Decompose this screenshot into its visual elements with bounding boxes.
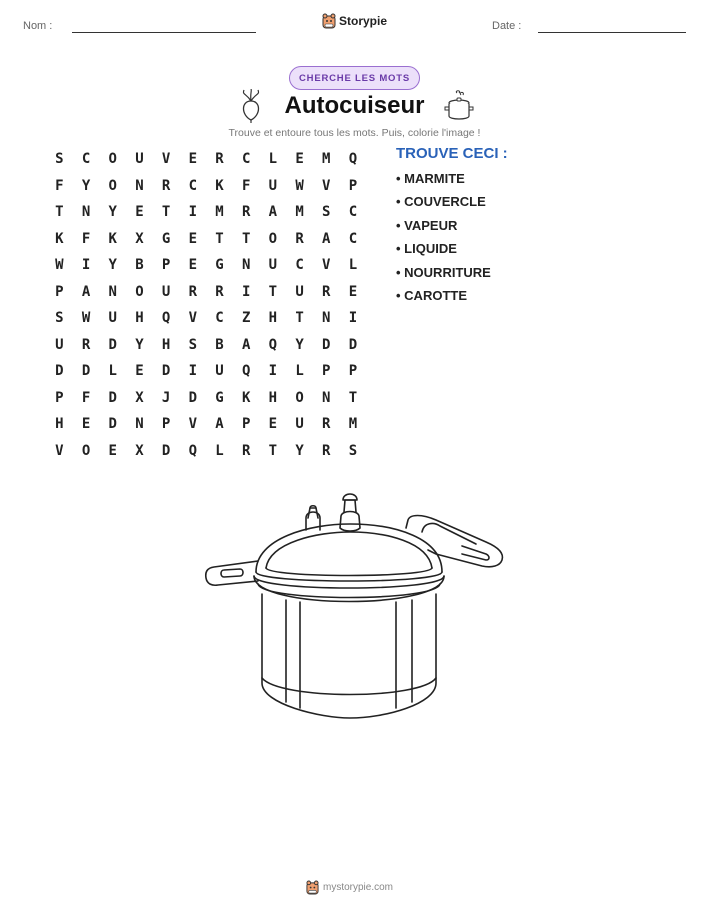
grid-letter[interactable]: B [215, 336, 224, 353]
grid-letter[interactable]: N [241, 257, 251, 274]
grid-letter[interactable]: G [215, 389, 224, 406]
grid-letter[interactable]: R [322, 416, 331, 433]
grid-letter[interactable]: L [348, 257, 358, 274]
grid-letter[interactable]: C [188, 177, 197, 194]
word-list-item: • VAPEUR [396, 217, 458, 233]
grid-letter[interactable]: R [322, 442, 331, 459]
grid-letter[interactable]: V [322, 257, 331, 274]
grid-letter[interactable]: K [241, 389, 251, 406]
grid-letter[interactable]: P [55, 389, 64, 406]
footer-url: mystorypie.com [323, 882, 394, 893]
grid-letter[interactable]: P [348, 363, 358, 380]
grid-letter[interactable]: S [55, 310, 64, 327]
grid-letter[interactable]: Y [135, 336, 144, 353]
grid-row [46, 199, 366, 226]
grid-letter[interactable]: G [215, 257, 224, 274]
grid-letter[interactable]: N [135, 416, 144, 433]
grid-letter[interactable]: E [348, 283, 358, 300]
grid-letter[interactable]: M [215, 204, 224, 221]
grid-letter[interactable]: U [55, 336, 64, 353]
grid-letter[interactable]: O [135, 283, 144, 300]
grid-letter[interactable]: Y [295, 442, 304, 459]
grid-letter[interactable]: D [161, 363, 171, 380]
grid-letter[interactable]: R [81, 336, 91, 353]
word-list-item: • NOURRITURE [396, 264, 491, 280]
grid-row [46, 411, 366, 438]
grid-letter[interactable]: Y [108, 204, 117, 221]
grid-row [46, 332, 366, 359]
grid-letter[interactable]: R [295, 230, 304, 247]
grid-letter[interactable]: D [55, 363, 64, 380]
grid-letter[interactable]: Q [348, 151, 358, 168]
grid-letter[interactable]: I [81, 257, 91, 274]
grid-letter[interactable]: E [135, 204, 144, 221]
grid-letter[interactable]: V [188, 416, 197, 433]
grid-letter[interactable]: D [108, 336, 117, 353]
grid-letter[interactable]: I [188, 363, 197, 380]
grid-letter[interactable]: M [295, 204, 304, 221]
grid-row [46, 438, 366, 465]
grid-letter[interactable]: E [188, 151, 197, 168]
grid-letter[interactable]: D [188, 389, 197, 406]
grid-letter[interactable]: R [241, 442, 251, 459]
grid-letter[interactable]: C [215, 310, 224, 327]
grid-letter[interactable]: N [108, 283, 117, 300]
grid-letter[interactable]: O [108, 151, 117, 168]
grid-row [46, 358, 366, 385]
grid-letter[interactable]: C [81, 151, 91, 168]
grid-letter[interactable]: D [348, 336, 358, 353]
grid-letter[interactable]: R [322, 283, 331, 300]
grid-letter[interactable]: B [135, 257, 144, 274]
grid-letter[interactable]: P [161, 416, 171, 433]
pot-icon [444, 89, 474, 123]
grid-letter[interactable]: N [322, 389, 331, 406]
grid-letter[interactable]: V [188, 310, 197, 327]
grid-letter[interactable]: U [268, 177, 278, 194]
brand-name: Storypie [339, 14, 388, 28]
grid-letter[interactable]: W [81, 310, 91, 327]
word-list [396, 171, 491, 311]
grid-letter[interactable]: F [241, 177, 251, 194]
brand-logo [322, 13, 387, 29]
grid-letter[interactable]: F [55, 177, 64, 194]
grid-letter[interactable]: T [348, 389, 358, 406]
grid-letter[interactable]: T [161, 204, 171, 221]
grid-row [46, 279, 366, 306]
grid-letter[interactable]: F [81, 389, 91, 406]
grid-row [46, 146, 366, 173]
grid-letter[interactable]: Z [241, 310, 251, 327]
grid-letter[interactable]: R [215, 151, 224, 168]
grid-letter[interactable]: E [188, 257, 197, 274]
grid-row [46, 252, 366, 279]
pressure-cooker-illustration [200, 488, 510, 733]
grid-letter[interactable]: W [295, 177, 304, 194]
word-list-item: • MARMITE [396, 171, 465, 186]
instructions: Trouve et entoure tous les mots. Puis, colorie l'image ! [228, 127, 481, 139]
grid-letter[interactable]: T [268, 442, 278, 459]
grid-letter[interactable]: R [241, 204, 251, 221]
grid-row [46, 305, 366, 332]
grid-letter[interactable]: X [135, 442, 144, 459]
grid-letter[interactable]: R [188, 283, 197, 300]
footer [306, 880, 393, 895]
grid-letter[interactable]: K [108, 230, 117, 247]
grid-letter[interactable]: D [81, 363, 91, 380]
grid-letter[interactable]: M [348, 416, 358, 433]
grid-letter[interactable]: U [215, 363, 224, 380]
grid-letter[interactable]: H [55, 416, 64, 433]
grid-letter[interactable]: A [81, 283, 91, 300]
grid-letter[interactable]: Y [108, 257, 117, 274]
grid-letter[interactable]: X [135, 389, 144, 406]
grid-letter[interactable]: D [322, 336, 331, 353]
grid-letter[interactable]: P [55, 283, 64, 300]
date-line [538, 32, 686, 33]
word-list-item: • LIQUIDE [396, 241, 457, 257]
grid-letter[interactable]: N [135, 177, 144, 194]
grid-letter[interactable]: Q [161, 310, 171, 327]
grid-letter[interactable]: T [268, 283, 278, 300]
grid-letter[interactable]: A [241, 336, 251, 353]
grid-letter[interactable]: C [348, 204, 358, 221]
grid-letter[interactable]: T [55, 204, 64, 221]
name-label: Nom : [23, 20, 53, 32]
grid-letter[interactable]: C [295, 257, 304, 274]
grid-row [46, 226, 366, 253]
grid-letter[interactable]: C [348, 230, 358, 247]
storypie-mascot-icon [322, 13, 336, 29]
grid-letter[interactable]: H [161, 336, 171, 353]
grid-letter[interactable]: C [241, 151, 251, 168]
grid-letter[interactable]: Q [188, 442, 197, 459]
grid-letter[interactable]: E [188, 230, 197, 247]
grid-letter[interactable]: E [135, 363, 144, 380]
grid-letter[interactable]: X [135, 230, 144, 247]
grid-letter[interactable]: O [295, 389, 304, 406]
grid-letter[interactable]: R [215, 283, 224, 300]
grid-letter[interactable]: W [55, 257, 64, 274]
grid-letter[interactable]: U [295, 416, 304, 433]
grid-letter[interactable]: H [268, 310, 278, 327]
grid-letter[interactable]: V [322, 177, 331, 194]
grid-letter[interactable]: I [348, 310, 358, 327]
grid-letter[interactable]: O [108, 177, 117, 194]
grid-letter[interactable]: L [268, 151, 278, 168]
grid-letter[interactable]: D [161, 442, 171, 459]
grid-letter[interactable]: U [161, 283, 171, 300]
grid-letter[interactable]: Q [268, 336, 278, 353]
grid-letter[interactable]: U [135, 151, 144, 168]
grid-letter[interactable]: G [161, 230, 171, 247]
grid-letter[interactable]: Y [295, 336, 304, 353]
grid-letter[interactable]: I [268, 363, 278, 380]
grid-letter[interactable]: H [268, 389, 278, 406]
grid-letter[interactable]: M [322, 151, 331, 168]
grid-letter[interactable]: J [161, 389, 171, 406]
grid-letter[interactable]: D [108, 416, 117, 433]
grid-letter[interactable]: T [295, 310, 304, 327]
grid-letter[interactable]: Y [81, 177, 91, 194]
grid-letter[interactable]: P [348, 177, 358, 194]
grid-letter[interactable]: L [295, 363, 304, 380]
grid-letter[interactable]: P [161, 257, 171, 274]
grid-letter[interactable]: V [161, 151, 171, 168]
word-list-item: • COUVERCLE [396, 194, 486, 210]
grid-letter[interactable]: I [188, 204, 197, 221]
grid-letter[interactable]: U [295, 283, 304, 300]
grid-letter[interactable]: H [135, 310, 144, 327]
storypie-mascot-icon [306, 880, 319, 895]
grid-letter[interactable]: Q [241, 363, 251, 380]
grid-letter[interactable]: R [161, 177, 171, 194]
word-list-item: • CAROTTE [396, 287, 467, 303]
grid-letter[interactable]: S [348, 442, 358, 459]
grid-letter[interactable]: A [268, 204, 278, 221]
grid-letter[interactable]: L [215, 442, 224, 459]
date-label: Date : [492, 20, 522, 32]
grid-row [46, 385, 366, 412]
grid-letter[interactable]: L [108, 363, 117, 380]
grid-letter[interactable]: F [81, 230, 91, 247]
grid-letter[interactable]: T [215, 230, 224, 247]
grid-letter[interactable]: S [188, 336, 197, 353]
grid-letter[interactable]: P [322, 363, 331, 380]
grid-letter[interactable]: A [322, 230, 331, 247]
grid-letter[interactable]: E [295, 151, 304, 168]
grid-letter[interactable]: D [108, 389, 117, 406]
grid-letter[interactable]: N [81, 204, 91, 221]
grid-letter[interactable]: K [215, 177, 224, 194]
grid-letter[interactable]: P [241, 416, 251, 433]
grid-letter[interactable]: O [81, 442, 91, 459]
grid-letter[interactable]: U [268, 257, 278, 274]
grid-letter[interactable]: N [322, 310, 331, 327]
grid-letter[interactable]: O [268, 230, 278, 247]
grid-letter[interactable]: E [268, 416, 278, 433]
grid-letter[interactable]: V [55, 442, 64, 459]
name-line [72, 32, 256, 33]
grid-letter[interactable]: S [322, 204, 331, 221]
word-list-heading: TROUVE CECI : [396, 145, 508, 162]
grid-letter[interactable]: T [241, 230, 251, 247]
grid-letter[interactable]: E [108, 442, 117, 459]
grid-letter[interactable]: S [55, 151, 64, 168]
grid-letter[interactable]: E [81, 416, 91, 433]
activity-badge: CHERCHE LES MOTS [289, 66, 420, 90]
grid-letter[interactable]: U [108, 310, 117, 327]
grid-letter[interactable]: I [241, 283, 251, 300]
grid-letter[interactable]: A [215, 416, 224, 433]
word-search-grid [46, 146, 366, 464]
grid-letter[interactable]: K [55, 230, 64, 247]
grid-row [46, 173, 366, 200]
page-title: Autocuiseur [284, 92, 425, 119]
